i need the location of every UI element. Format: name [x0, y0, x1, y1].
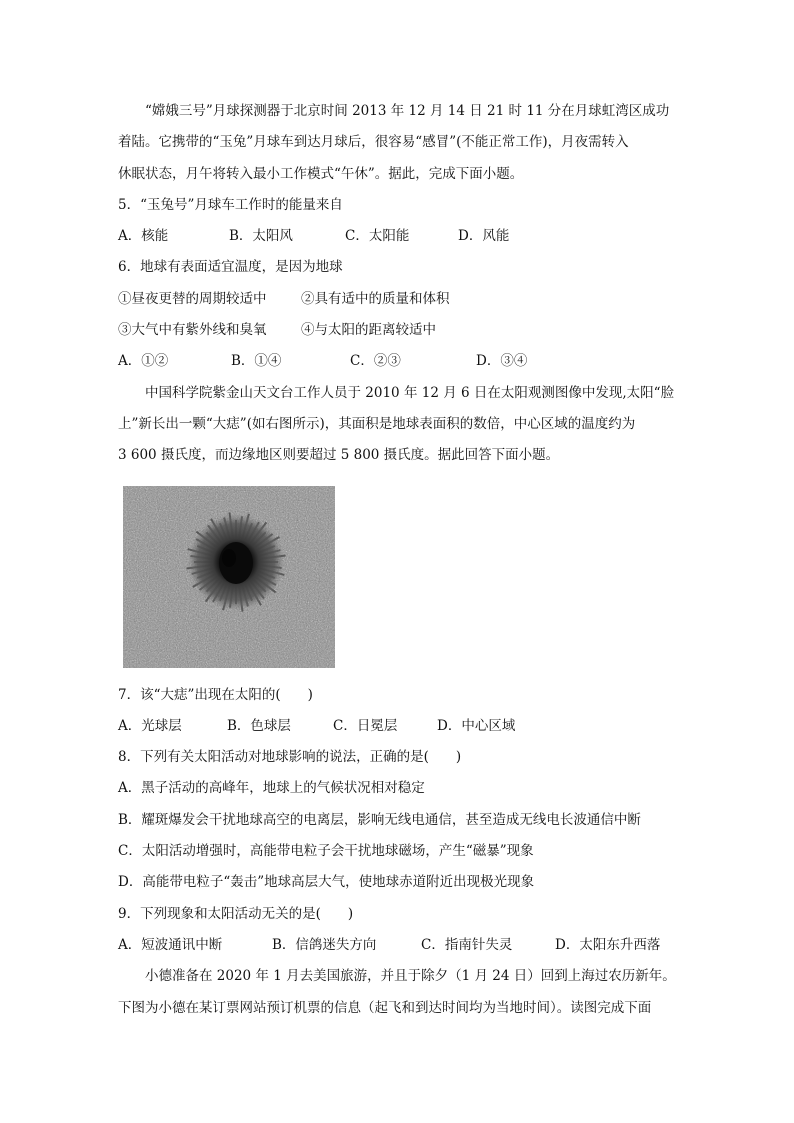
option-a: A．黑子活动的高峰年，地球上的气候状况相对稳定	[118, 780, 425, 797]
passage-3-line: 小德准备在 2020 年 1 月去美国旅游，并且于除夕（1 月 24 日）回到上海过农历新年。	[145, 968, 676, 985]
question-6-statements-row	[118, 315, 678, 346]
option-c: C．太阳活动增强时，高能带电粒子会干扰地球磁场，产生“磁暴”现象	[118, 843, 534, 860]
option-a: A．核能	[118, 228, 169, 245]
question-9-options	[118, 930, 678, 961]
option-c: C．太阳能	[345, 228, 410, 245]
passage-1-line: 着陆。它携带的“玉兔”月球车到达月球后，很容易“感冒”(不能正常工作)，月夜需转入	[118, 134, 629, 151]
option-d: D．高能带电粒子“轰击”地球高层大气，使地球赤道附近出现极光现象	[118, 874, 535, 891]
statement-2: ②具有适中的质量和体积	[301, 290, 450, 307]
sunspot-image	[123, 486, 335, 668]
option-a: A．短波通讯中断	[118, 936, 223, 953]
passage-1-line: 休眠状态，月午将转入最小工作模式“午休”。据此，完成下面小题。	[118, 165, 524, 182]
option-a: A．光球层	[118, 717, 182, 734]
option-d: D．中心区域	[437, 717, 516, 734]
question-9-stem: 9．下列现象和太阳活动无关的是( )	[118, 905, 354, 922]
question-6-options	[118, 346, 678, 377]
option-d: D．太阳东升西落	[555, 936, 661, 953]
passage-2-line: 上”新长出一颗“大痣”(如右图所示)，其面积是地球表面积的数倍，中心区域的温度约为	[118, 415, 636, 432]
question-5-stem: 5．“玉兔号”月球车工作时的能量来自	[118, 196, 343, 213]
option-b: B．太阳风	[229, 228, 293, 245]
option-c: C．日冕层	[333, 717, 398, 734]
statement-3: ③大气中有紫外线和臭氧	[118, 322, 267, 339]
option-b: B．①④	[231, 353, 282, 370]
question-6-stem: 6．地球有表面适宜温度，是因为地球	[118, 259, 343, 276]
statement-4: ④与太阳的距离较适中	[301, 322, 436, 339]
question-6-statements-row	[118, 284, 678, 315]
option-b: B．信鸽迷失方向	[272, 936, 377, 953]
question-5-options	[118, 221, 678, 252]
option-b: B．耀斑爆发会干扰地球高空的电离层，影响无线电通信，甚至造成无线电长波通信中断	[118, 811, 641, 828]
passage-2-line: 3 600 摄氏度，而边缘地区则要超过 5 800 摄氏度。据此回答下面小题。	[118, 447, 560, 464]
option-c: C．指南针失灵	[421, 936, 513, 953]
question-8-stem: 8．下列有关太阳活动对地球影响的说法，正确的是( )	[118, 749, 462, 766]
option-c: C．②③	[350, 353, 401, 370]
statement-1: ①昼夜更替的周期较适中	[118, 290, 267, 307]
passage-2-line: 中国科学院紫金山天文台工作人员于 2010 年 12 月 6 日在太阳观测图像中发现,太阳“脸	[145, 384, 675, 401]
option-b: B．色球层	[227, 717, 291, 734]
question-7-options	[118, 711, 678, 742]
sunspot-graphic	[123, 486, 335, 668]
passage-1-line: “嫦娥三号”月球探测器于北京时间 2013 年 12 月 14 日 21 时 11 分在月球虹湾区成功	[145, 103, 670, 119]
passage-3-line: 下图为小德在某订票网站预订机票的信息（起飞和到达时间均为当地时间）。读图完成下面	[118, 999, 652, 1016]
exam-page	[118, 96, 678, 1024]
option-d: D．风能	[458, 228, 510, 245]
option-a: A．①②	[118, 353, 169, 370]
option-d: D．③④	[476, 353, 528, 370]
question-7-stem: 7．该“大痣”出现在太阳的( )	[118, 686, 313, 703]
